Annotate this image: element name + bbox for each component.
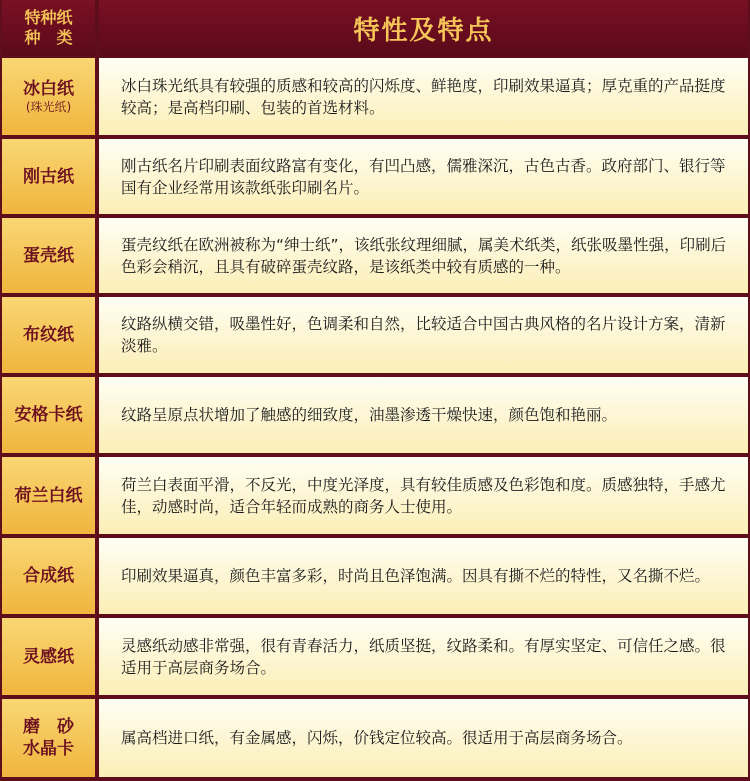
paper-description: 灵感纸动感非常强，很有青春活力，纸质坚挺，纹路柔和。有厚实坚定、可信任之感。很适用于高层商务场合。 [121, 636, 726, 677]
paper-name-cell [2, 58, 95, 135]
paper-name-cell [2, 297, 95, 373]
paper-description: 冰白珠光纸具有较强的质感和较高的闪烁度、鲜艳度，印刷效果逼真；厚克重的产品挺度较高；是高档印刷、包装的首选材料。 [121, 76, 726, 117]
paper-name-cell [2, 699, 95, 777]
paper-name-cell [2, 139, 95, 214]
paper-name: 布纹纸 [23, 325, 74, 345]
paper-description-cell [99, 297, 748, 373]
table-row [0, 377, 750, 457]
paper-name-cell [2, 618, 95, 695]
table-row [0, 139, 750, 218]
table-header [0, 0, 750, 58]
paper-name-line2: 水晶卡 [23, 739, 74, 759]
table-row [0, 218, 750, 297]
paper-description-cell [99, 699, 748, 777]
paper-name: 磨 砂 [23, 717, 74, 737]
paper-name: 冰白纸 [23, 79, 74, 99]
table-row [0, 457, 750, 538]
table-row [0, 699, 750, 781]
category-header-line1: 特种纸 [24, 8, 73, 27]
paper-name-cell [2, 538, 95, 614]
paper-description: 蛋壳纹纸在欧洲被称为“绅士纸”，该纸张纹理细腻，属美术纸类，纸张吸墨性强，印刷后色彩会稍沉，且具有破碎蛋壳纹路，是该纸类中较有质感的一种。 [121, 235, 727, 276]
paper-description-cell [99, 457, 748, 534]
category-header-line2: 种 类 [24, 28, 73, 47]
paper-name: 安格卡纸 [14, 405, 83, 425]
paper-name: 荷兰白纸 [14, 485, 83, 506]
paper-name: 刚古纸 [23, 166, 74, 187]
features-column-header: 特性及特点 [99, 0, 748, 56]
paper-name-sub: (珠光纸) [25, 100, 72, 114]
paper-description: 纹路纵横交错，吸墨性好，色调柔和自然，比较适合中国古典风格的名片设计方案，清新淡雅。 [121, 315, 726, 355]
table-row [0, 297, 750, 377]
category-column-header [2, 0, 95, 56]
paper-description-cell [99, 139, 748, 214]
paper-name-cell [2, 377, 95, 453]
paper-description-cell [99, 58, 748, 135]
paper-name-cell [2, 457, 95, 534]
paper-description: 刚古纸名片印刷表面纹路富有变化，有凹凸感，儒雅深沉，古色古香。政府部门、银行等国有企业经常用该款纸张印刷名片。 [121, 156, 726, 197]
paper-name: 灵感纸 [23, 646, 74, 667]
paper-name: 合成纸 [23, 566, 74, 586]
paper-description: 属高档进口纸，有金属感，闪烁，价钱定位较高。很适用于高层商务场合。 [121, 729, 633, 747]
paper-description: 印刷效果逼真，颜色丰富多彩，时尚且色泽饱满。因具有撕不烂的特性，又名撕不烂。 [121, 567, 711, 585]
paper-description: 纹路呈原点状增加了触感的细致度，油墨渗透干燥快速，颜色饱和艳丽。 [121, 406, 618, 424]
paper-description-cell [99, 377, 748, 453]
table-row [0, 58, 750, 139]
paper-name: 蛋壳纸 [23, 245, 74, 266]
paper-description-cell [99, 618, 748, 695]
paper-name-cell [2, 218, 95, 293]
paper-description: 荷兰白表面平滑，不反光，中度光泽度，具有较佳质感及色彩饱和度。质感独特，手感尤佳，动感时尚，适合年轻而成熟的商务人士使用。 [121, 475, 726, 516]
paper-description-cell [99, 538, 748, 614]
table-row [0, 538, 750, 618]
table-row [0, 618, 750, 699]
paper-description-cell [99, 218, 748, 293]
